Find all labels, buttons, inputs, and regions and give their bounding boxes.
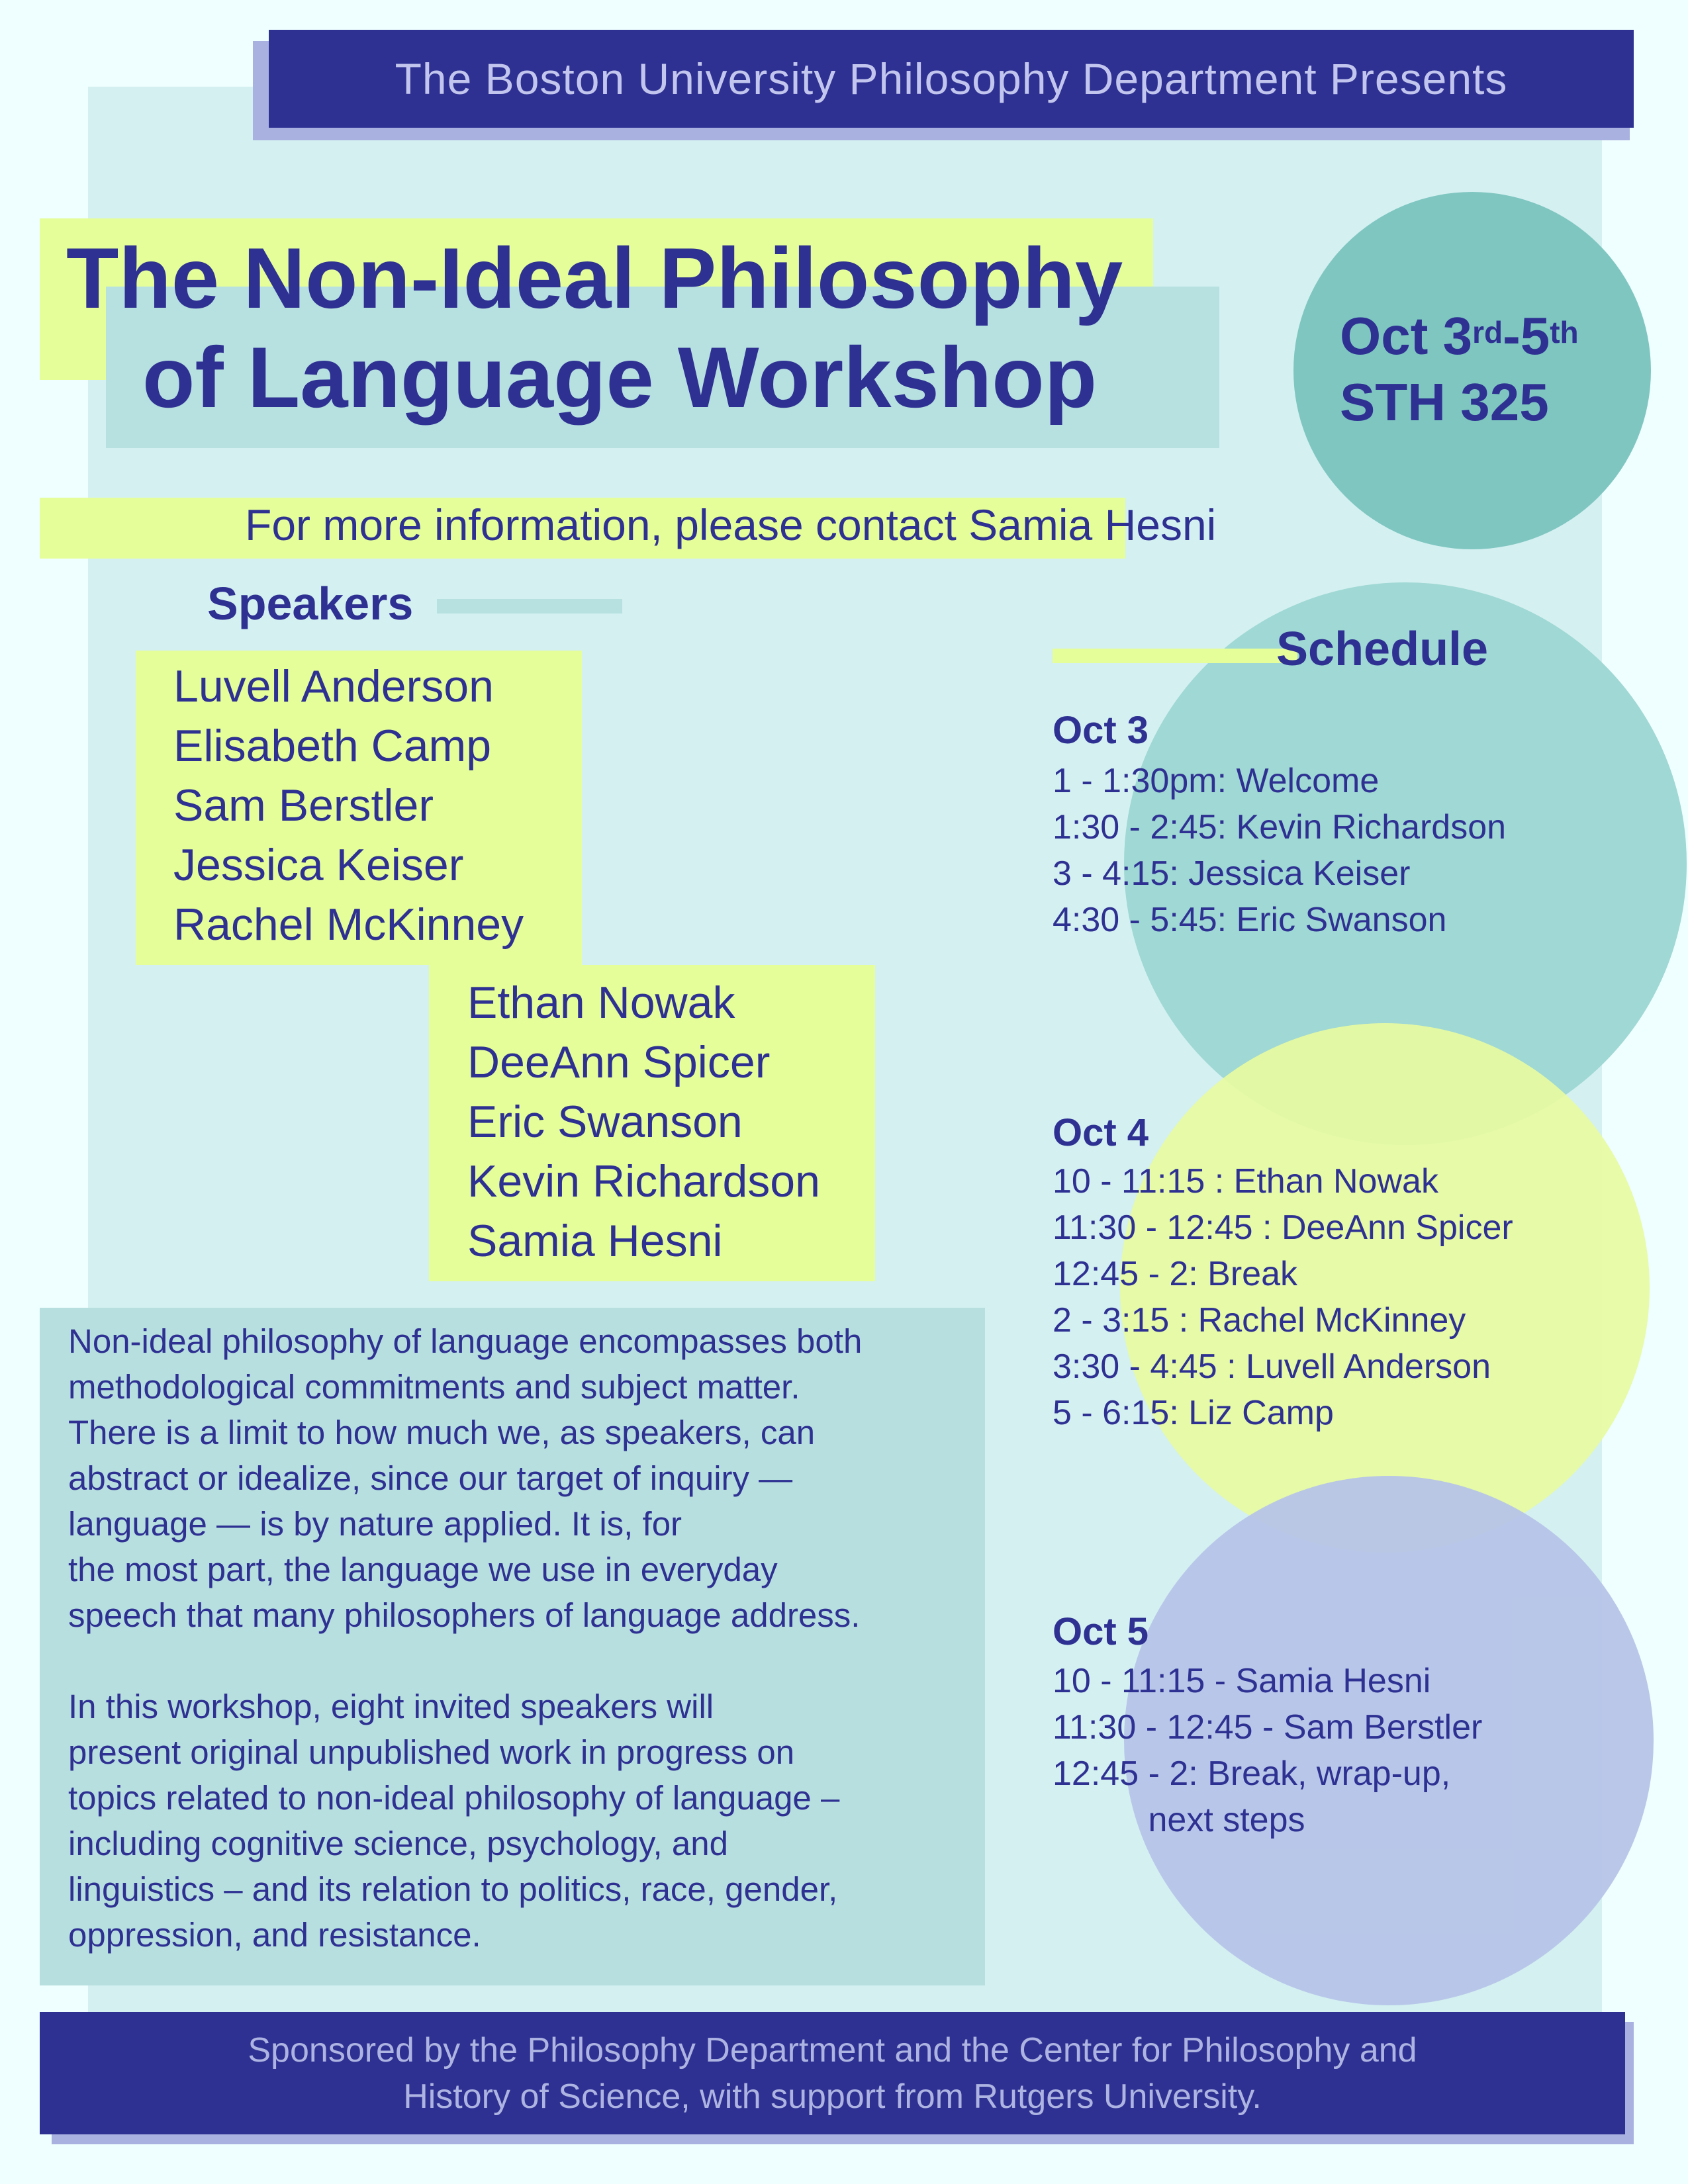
schedule-item: next steps [1053, 1801, 1305, 1839]
schedule-item: 10 - 11:15 - Samia Hesni [1053, 1662, 1431, 1700]
speaker-name: DeeAnn Spicer [467, 1037, 771, 1087]
schedule-item: 3 - 4:15: Jessica Keiser [1053, 854, 1411, 893]
schedule-item: 11:30 - 12:45 : DeeAnn Spicer [1053, 1208, 1513, 1247]
speaker-list-1 [173, 657, 524, 954]
speaker-name: Kevin Richardson [467, 1156, 820, 1206]
schedule-day-items [1053, 1158, 1513, 1436]
schedule-item: 1:30 - 2:45: Kevin Richardson [1053, 808, 1507, 846]
schedule-item: 12:45 - 2: Break [1053, 1255, 1297, 1293]
speakers-heading: Speakers [207, 578, 414, 629]
header-banner-text: The Boston University Philosophy Department Presents [395, 54, 1508, 103]
footer-text: Sponsored by the Philosophy Department and the Center for Philosophy and History of Science, with support from Rutgers University. [248, 2030, 1417, 2116]
description-paragraph-2: In this workshop, eight invited speakers will present original unpublished work in progress on topics related to non-ideal philosophy of language – including cognitive science, psychology, and linguistics – and its relation to politics, race, gender, oppression, and resistance. [68, 1688, 840, 1954]
speaker-name: Eric Swanson [467, 1097, 743, 1147]
schedule-item: 1 - 1:30pm: Welcome [1053, 762, 1380, 800]
speaker-list-2 [467, 973, 820, 1271]
schedule-item: 11:30 - 12:45 - Sam Berstler [1053, 1708, 1483, 1747]
schedule-item: 10 - 11:15 : Ethan Nowak [1053, 1162, 1438, 1201]
schedule-item: 2 - 3:15 : Rachel McKinney [1053, 1301, 1466, 1340]
schedule-item: 12:45 - 2: Break, wrap-up, [1053, 1754, 1451, 1793]
schedule-item: 3:30 - 4:45 : Luvell Anderson [1053, 1347, 1491, 1386]
event-location: STH 325 [1340, 373, 1549, 432]
speaker-name: Elisabeth Camp [173, 721, 492, 771]
speaker-name: Ethan Nowak [467, 978, 735, 1028]
contact-info: For more information, please contact Samia Hesni [245, 500, 1217, 549]
speaker-name: Samia Hesni [467, 1216, 723, 1266]
workshop-description [68, 1318, 995, 2003]
event-date-location [1340, 303, 1579, 435]
schedule-day-items [1053, 758, 1506, 943]
schedule-day-heading: Oct 5 [1053, 1610, 1149, 1653]
title-line-1: The Non-Ideal Philosophy [66, 230, 1123, 326]
speaker-name: Jessica Keiser [173, 840, 464, 890]
schedule-day-heading: Oct 4 [1053, 1111, 1149, 1154]
speaker-name: Sam Berstler [173, 780, 434, 831]
schedule-day-heading: Oct 3 [1053, 709, 1149, 752]
workshop-title [66, 228, 1258, 427]
schedule-item: 5 - 6:15: Liz Camp [1053, 1394, 1334, 1432]
description-paragraph-1: Non-ideal philosophy of language encompasses both methodological commitments and subject matter. There is a limit to how much we, as speakers, can abstract or idealize, since our target of inquiry — language — is by nature applied. It is, for the most part, the language we use in everyday speech that many philosophers of language address. [68, 1322, 863, 1634]
schedule-day-items [1053, 1658, 1482, 1843]
speaker-name: Luvell Anderson [173, 661, 494, 711]
speakers-heading-bar [437, 599, 622, 614]
schedule-heading: Schedule [1276, 623, 1489, 676]
event-date: Oct 3rd-5th [1340, 306, 1579, 365]
schedule-item: 4:30 - 5:45: Eric Swanson [1053, 901, 1447, 939]
title-line-2: of Language Workshop [142, 329, 1098, 426]
footer-sponsor-text [40, 2012, 1625, 2134]
schedule-heading-bar [1053, 649, 1297, 663]
speaker-name: Rachel McKinney [173, 899, 524, 950]
